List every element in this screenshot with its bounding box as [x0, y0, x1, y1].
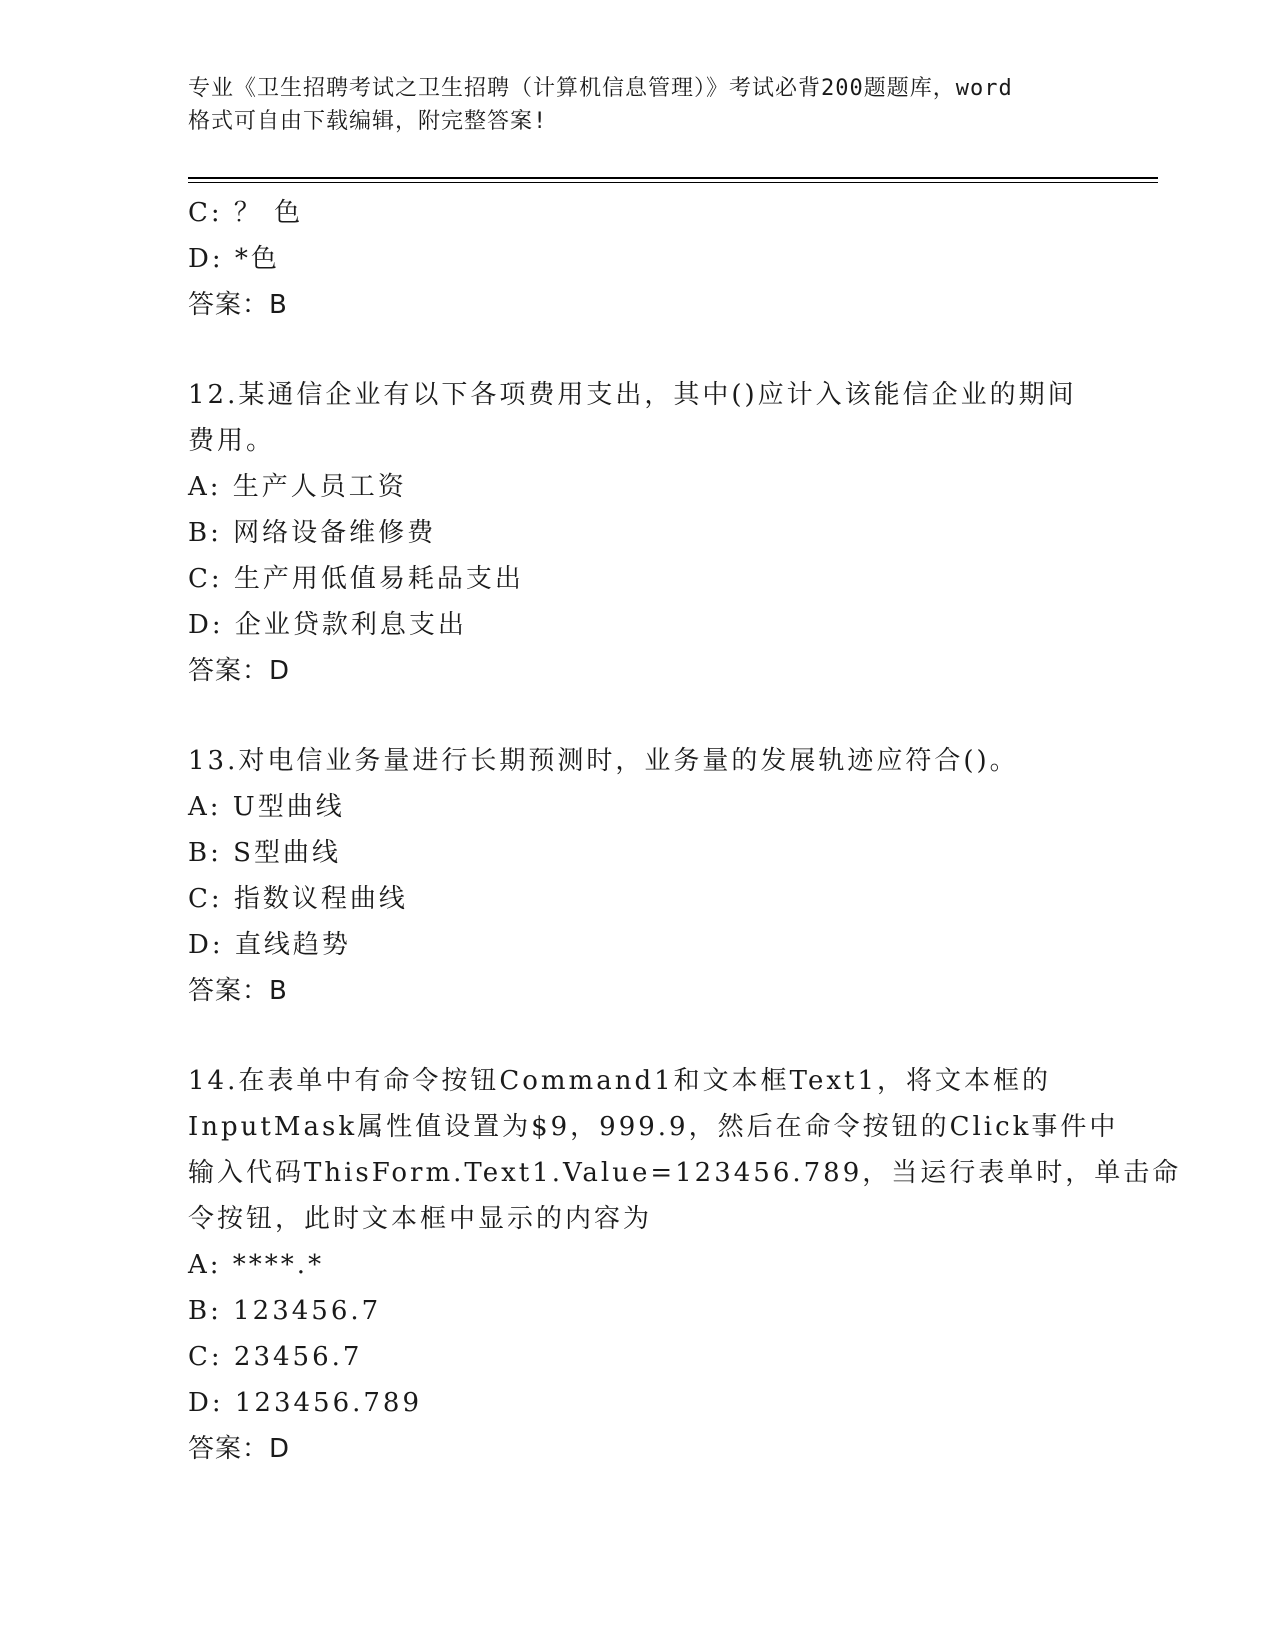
stem-line-2: InputMask属性值设置为$9，999.9，然后在命令按钮的Click事件中: [188, 1112, 1119, 1142]
header-divider-thin: [188, 182, 1158, 183]
header-line-2: 格式可自由下载编辑，附完整答案!: [188, 109, 548, 134]
option-a: A: U型曲线: [188, 792, 345, 822]
stem-line-1: 13.对电信业务量进行长期预测时，业务量的发展轨迹应符合()。: [188, 746, 1019, 776]
spacer: [188, 1014, 1088, 1058]
document-header: [188, 72, 1088, 138]
question-stem: [188, 1058, 1182, 1242]
option-b: B: 网络设备维修费: [188, 518, 437, 548]
answer-line: 答案：D: [188, 656, 291, 686]
question-stem: [188, 372, 1088, 464]
option-d: D: 直线趋势: [188, 930, 351, 960]
spacer: [188, 694, 1088, 738]
header-divider-thick: [188, 177, 1158, 179]
option-d: D: *色: [188, 244, 280, 274]
option-c: C: 23456.7: [188, 1342, 363, 1372]
option-a: A: ****.*: [188, 1250, 325, 1280]
option-c: C: ？ 色: [188, 198, 304, 228]
question-list: [188, 190, 1182, 1472]
spacer: [188, 328, 1088, 372]
answer-line: 答案：B: [188, 976, 288, 1006]
option-b: B: S型曲线: [188, 838, 341, 868]
question-block-14: [188, 1058, 1182, 1472]
stem-line-4: 令按钮，此时文本框中显示的内容为: [188, 1204, 653, 1234]
header-line-1: 专业《卫生招聘考试之卫生招聘（计算机信息管理）》考试必背200题题库，word: [188, 76, 1013, 101]
option-d: D: 123456.789: [188, 1388, 423, 1418]
question-block-12: [188, 372, 1088, 694]
option-c: C: 生产用低值易耗品支出: [188, 564, 524, 594]
stem-line-1: 14.在表单中有命令按钮Command1和文本框Text1，将文本框的: [188, 1066, 1051, 1096]
question-block-13: [188, 738, 1088, 1014]
stem-line-3: 输入代码ThisForm.Text1.Value=123456.789，当运行表单时，单击命: [188, 1158, 1182, 1188]
option-d: D: 企业贷款利息支出: [188, 610, 467, 640]
stem-line-1: 12.某通信企业有以下各项费用支出，其中()应计入该能信企业的期间: [188, 380, 1077, 410]
option-a: A: 生产人员工资: [188, 472, 407, 502]
answer-line: 答案：D: [188, 1434, 291, 1464]
answer-line: 答案：B: [188, 290, 288, 320]
option-c: C: 指数议程曲线: [188, 884, 408, 914]
question-stem: [188, 738, 1088, 784]
option-b: B: 123456.7: [188, 1296, 382, 1326]
question-block-11: [188, 190, 1088, 328]
stem-line-2: 费用。: [188, 426, 276, 456]
